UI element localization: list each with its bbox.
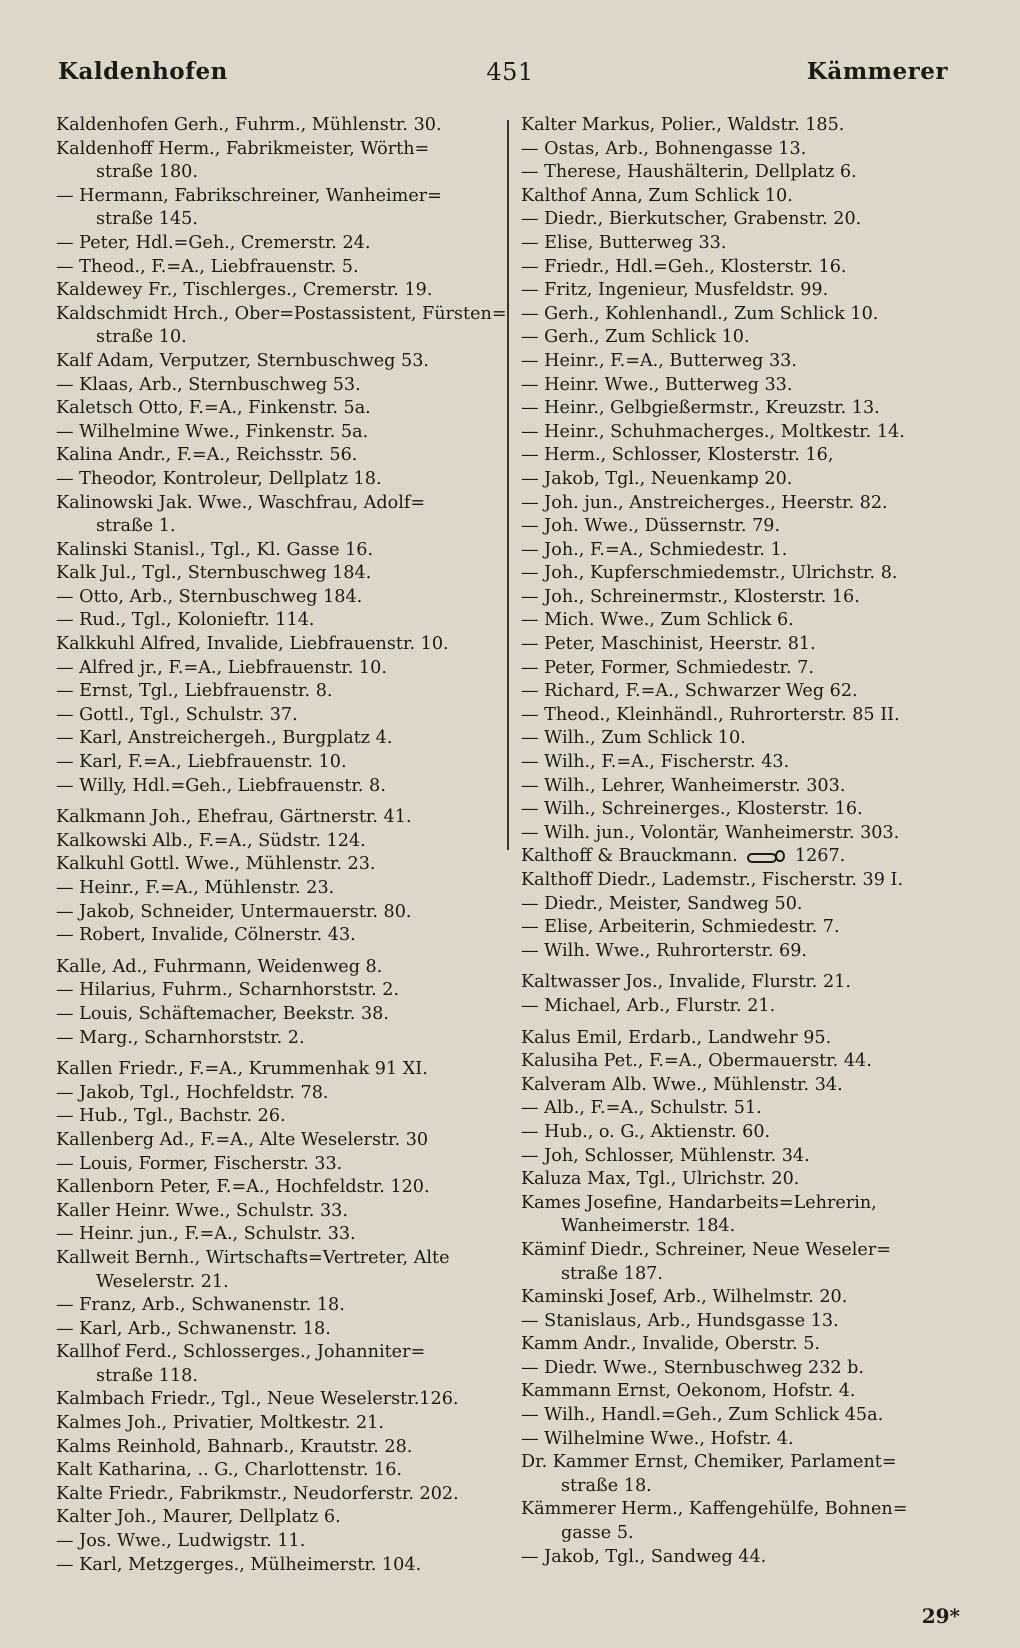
directory-entry-line: — Gerh., Kohlenhandl., Zum Schlick 10. <box>521 303 879 324</box>
directory-entry-line: Kallweit Bernh., Wirtschafts=Vertreter, Alte <box>56 1247 450 1268</box>
directory-entry-line: — Michael, Arb., Flurstr. 21. <box>521 995 776 1016</box>
telephone-icon <box>747 850 785 862</box>
directory-entry-line: — Hermann, Fabrikschreiner, Wanheimer= <box>56 185 442 206</box>
directory-entry-line: Kaller Heinr. Wwe., Schulstr. 33. <box>56 1200 348 1221</box>
directory-entry-line: Kalms Reinhold, Bahnarb., Krautstr. 28. <box>56 1436 413 1457</box>
directory-entry-line: — Richard, F.=A., Schwarzer Weg 62. <box>521 681 858 702</box>
directory-entry-line: — Louis, Schäftemacher, Beekstr. 38. <box>56 1003 389 1024</box>
directory-entry-line: Wanheimerstr. 184. <box>561 1216 736 1237</box>
directory-entry-line: — Diedr., Meister, Sandweg 50. <box>521 893 803 914</box>
directory-entry-line: — Herm., Schlosser, Klosterstr. 16, <box>521 445 834 466</box>
directory-entry-line: Kalter Markus, Polier., Waldstr. 185. <box>521 115 845 135</box>
directory-entry-line: straße 187. <box>561 1263 663 1284</box>
directory-entry-line: — Robert, Invalide, Cölnerstr. 43. <box>56 925 356 946</box>
directory-entry-line: — Mich. Wwe., Zum Schlick 6. <box>521 610 794 631</box>
directory-entry-line: — Stanislaus, Arb., Hundsgasse 13. <box>521 1310 839 1331</box>
directory-entry-line: — Jakob, Tgl., Sandweg 44. <box>521 1546 767 1567</box>
directory-entry-line: — Otto, Arb., Sternbuschweg 184. <box>56 586 363 607</box>
directory-entry-line: Kalkuhl Gottl. Wwe., Mühlenstr. 23. <box>56 854 376 875</box>
directory-entry-line: — Diedr. Wwe., Sternbuschweg 232 b. <box>521 1357 865 1378</box>
directory-entry-line: — Friedr., Hdl.=Geh., Klosterstr. 16. <box>521 256 847 277</box>
directory-entry-line: straße 145. <box>96 209 198 230</box>
directory-entry-line: Kaldenhoff Herm., Fabrikmeister, Wörth= <box>56 138 430 159</box>
directory-entry-line: — Jakob, Tgl., Hochfeldstr. 78. <box>56 1082 329 1103</box>
directory-entry-line: — Theod., Kleinhändl., Ruhrorterstr. 85 II. <box>521 704 900 725</box>
directory-entry-line: Kallenberg Ad., F.=A., Alte Weselerstr. 30 <box>56 1129 429 1150</box>
directory-entry-line: — Jakob, Schneider, Untermauerstr. 80. <box>56 901 412 922</box>
directory-entry-line: — Wilh., Zum Schlick 10. <box>521 728 746 749</box>
directory-entry-line: Kaletsch Otto, F.=A., Finkenstr. 5a. <box>56 398 371 419</box>
directory-entry-line: — Wilh. jun., Volontär, Wanheimerstr. 303. <box>521 822 900 843</box>
directory-entry-line: — Heinr. jun., F.=A., Schulstr. 33. <box>56 1224 356 1245</box>
directory-entry-line: — Diedr., Bierkutscher, Grabenstr. 20. <box>521 209 862 230</box>
right-column <box>521 114 963 1569</box>
page-header <box>48 58 972 98</box>
directory-entry-line: — Louis, Former, Fischerstr. 33. <box>56 1153 343 1174</box>
directory-entry-line: — Theodor, Kontroleur, Dellplatz 18. <box>56 468 382 489</box>
directory-entry-line: Dr. Kammer Ernst, Chemiker, Parlament= <box>521 1452 897 1473</box>
directory-entry-line: — Theod., F.=A., Liebfrauenstr. 5. <box>56 256 359 277</box>
directory-entry-line: — Wilh., Handl.=Geh., Zum Schlick 45a. <box>521 1405 884 1426</box>
directory-entry-line: — Willy, Hdl.=Geh., Liebfrauenstr. 8. <box>56 775 386 796</box>
directory-entry-line: Weselerstr. 21. <box>96 1271 229 1292</box>
directory-entry-line: — Fritz, Ingenieur, Musfeldstr. 99. <box>521 280 829 301</box>
directory-entry-line: straße 10. <box>96 327 187 348</box>
directory-entry-line: — Heinr., Gelbgießermstr., Kreuzstr. 13. <box>521 398 880 419</box>
directory-entry-line: — Peter, Hdl.=Geh., Cremerstr. 24. <box>56 232 371 253</box>
directory-entry-line: — Joh. jun., Anstreicherges., Heerstr. 82. <box>521 492 888 513</box>
directory-entry-line: — Hub., Tgl., Bachstr. 26. <box>56 1106 286 1127</box>
directory-entry-line: Kalte Friedr., Fabrikmstr., Neudorferstr. 202. <box>56 1483 459 1504</box>
directory-entry-line: — Franz, Arb., Schwanenstr. 18. <box>56 1295 345 1316</box>
directory-entry-line: — Peter, Maschinist, Heerstr. 81. <box>521 634 816 655</box>
directory-entry-line: Kalthoff Diedr., Lademstr., Fischerstr. 39 I. <box>521 870 904 890</box>
directory-entry-line: — Wilh., F.=A., Fischerstr. 43. <box>521 752 790 773</box>
directory-entry-line: — Karl, Arb., Schwanenstr. 18. <box>56 1318 331 1339</box>
directory-entry-line: — Peter, Former, Schmiedestr. 7. <box>521 657 814 678</box>
header-left-keyword: Kaldenhofen <box>58 58 228 85</box>
directory-entry-line: straße 1. <box>96 516 176 537</box>
directory-entry-line: — Jos. Wwe., Ludwigstr. 11. <box>56 1531 306 1552</box>
left-column <box>56 114 507 1577</box>
right-column-entries-b <box>521 869 963 1569</box>
directory-entry-line: — Therese, Haushälterin, Dellplatz 6. <box>521 162 857 183</box>
directory-entry-line: Kalveram Alb. Wwe., Mühlenstr. 34. <box>521 1074 843 1095</box>
directory-entry-line: — Wilh., Lehrer, Wanheimerstr. 303. <box>521 775 846 796</box>
directory-entry-line: Kaminski Josef, Arb., Wilhelmstr. 20. <box>521 1287 848 1308</box>
directory-entry-line: Kalter Joh., Maurer, Dellplatz 6. <box>56 1507 341 1528</box>
directory-entry-line: — Wilh., Schreinerges., Klosterstr. 16. <box>521 799 863 820</box>
directory-entry-line: Kalina Andr., F.=A., Reichsstr. 56. <box>56 445 358 466</box>
directory-entry-line: — Elise, Arbeiterin, Schmiedestr. 7. <box>521 917 840 938</box>
directory-entry-line: — Alfred jr., F.=A., Liebfrauenstr. 10. <box>56 657 387 678</box>
directory-entry-line: — Hub., o. G., Aktienstr. 60. <box>521 1121 771 1142</box>
directory-entry-line: — Joh. Wwe., Düssernstr. 79. <box>521 516 781 537</box>
entry-gap <box>521 1019 963 1027</box>
directory-entry-line: — Wilh. Wwe., Ruhrorterstr. 69. <box>521 940 808 961</box>
directory-entry-line: Kaltwasser Jos., Invalide, Flurstr. 21. <box>521 972 851 993</box>
directory-entry-line: Kaldewey Fr., Tischlerges., Cremerstr. 19. <box>56 280 433 301</box>
entry-gap <box>56 1050 496 1058</box>
directory-entry-line: Kalus Emil, Erdarb., Landwehr 95. <box>521 1027 832 1048</box>
directory-entry-line: — Joh., F.=A., Schmiedestr. 1. <box>521 539 788 560</box>
phone-entry <box>521 845 963 869</box>
directory-entry-line: Kalk Jul., Tgl., Sternbuschweg 184. <box>56 563 372 584</box>
entry-gap <box>56 798 496 806</box>
directory-entry-line: Kalle, Ad., Fuhrmann, Weidenweg 8. <box>56 956 383 977</box>
entry-gap <box>521 963 963 971</box>
header-right-keyword: Kämmerer <box>806 58 948 85</box>
directory-entry-line: Kalf Adam, Verputzer, Sternbuschweg 53. <box>56 350 429 371</box>
directory-entry-line: Käminf Diedr., Schreiner, Neue Weseler= <box>521 1239 891 1260</box>
phone-entry-number: 1267. <box>794 846 846 867</box>
directory-entry-line: Kallen Friedr., F.=A., Krummenhak 91 XI. <box>56 1059 428 1080</box>
directory-entry-line: Kalkowski Alb., F.=A., Südstr. 124. <box>56 830 366 851</box>
directory-entry-line: Kalinowski Jak. Wwe., Waschfrau, Adolf= <box>56 492 426 513</box>
phone-entry-name: Kalthoff & Brauckmann. <box>521 846 738 867</box>
directory-entry-line: — Ernst, Tgl., Liebfrauenstr. 8. <box>56 681 333 702</box>
directory-entry-line: — Alb., F.=A., Schulstr. 51. <box>521 1098 762 1119</box>
page-number: 451 <box>486 58 534 86</box>
directory-entry-line: Kalkkuhl Alfred, Invalide, Liebfrauenstr. 10. <box>56 634 449 655</box>
directory-entry-line: Kaldenhofen Gerh., Fuhrm., Mühlenstr. 30. <box>56 115 442 135</box>
directory-entry-line: — Heinr. Wwe., Butterweg 33. <box>521 374 793 395</box>
directory-entry-line: Kalmes Joh., Privatier, Moltkestr. 21. <box>56 1413 384 1434</box>
directory-entry-line: Kalinski Stanisl., Tgl., Kl. Gasse 16. <box>56 539 374 560</box>
directory-entry-line: Kallenborn Peter, F.=A., Hochfeldstr. 120. <box>56 1177 430 1198</box>
directory-entry-line: straße 180. <box>96 162 198 183</box>
directory-entry-line: Kaldschmidt Hrch., Ober=Postassistent, Fürsten= <box>56 303 507 324</box>
directory-entry-line: — Heinr., Schuhmacherges., Moltkestr. 14. <box>521 421 905 442</box>
directory-entry-line: Kames Josefine, Handarbeits=Lehrerin, <box>521 1192 877 1213</box>
directory-entry-line: — Gottl., Tgl., Schulstr. 37. <box>56 704 298 725</box>
directory-entry-line: — Ostas, Arb., Bohnengasse 13. <box>521 138 807 159</box>
entry-gap <box>56 948 496 956</box>
directory-entry-line: Kämmerer Herm., Kaffengehülfe, Bohnen= <box>521 1499 908 1520</box>
directory-entry-line: straße 18. <box>561 1475 652 1496</box>
directory-entry-line: — Joh., Kupferschmiedemstr., Ulrichstr. 8. <box>521 563 898 584</box>
directory-entry-line: — Joh, Schlosser, Mühlenstr. 34. <box>521 1145 810 1166</box>
directory-entry-line: — Gerh., Zum Schlick 10. <box>521 327 750 348</box>
directory-entry-line: Kalusiha Pet., F.=A., Obermauerstr. 44. <box>521 1051 872 1072</box>
directory-entry-line: Kallhof Ferd., Schlosserges., Johanniter= <box>56 1342 426 1363</box>
directory-entry-line: — Klaas, Arb., Sternbuschweg 53. <box>56 374 361 395</box>
directory-entry-line: Kammann Ernst, Oekonom, Hofstr. 4. <box>521 1381 856 1402</box>
directory-entry-line: gasse 5. <box>561 1523 634 1544</box>
directory-entry-line: — Elise, Butterweg 33. <box>521 232 727 253</box>
directory-entry-line: Kalt Katharina, .. G., Charlottenstr. 16. <box>56 1460 403 1481</box>
directory-entry-line: Kaluza Max, Tgl., Ulrichstr. 20. <box>521 1169 800 1190</box>
directory-entry-line: — Karl, F.=A., Liebfrauenstr. 10. <box>56 752 347 773</box>
directory-entry-line: straße 118. <box>96 1365 198 1386</box>
sheet-signature: 29* <box>921 1604 960 1628</box>
directory-entry-line: — Heinr., F.=A., Butterweg 33. <box>521 350 797 371</box>
directory-entry-line: — Heinr., F.=A., Mühlenstr. 23. <box>56 878 335 898</box>
directory-entry-line: — Marg., Scharnhorststr. 2. <box>56 1027 305 1048</box>
directory-entry-line: — Karl, Anstreichergeh., Burgplatz 4. <box>56 728 393 749</box>
directory-entry-line: — Wilhelmine Wwe., Finkenstr. 5a. <box>56 421 369 442</box>
directory-entry-line: — Hilarius, Fuhrm., Scharnhorststr. 2. <box>56 980 400 1001</box>
column-divider <box>507 120 509 850</box>
directory-entry-line: — Karl, Metzgerges., Mülheimerstr. 104. <box>56 1554 422 1575</box>
directory-entry-line: Kalmbach Friedr., Tgl., Neue Weselerstr.126. <box>56 1389 459 1410</box>
directory-entry-line: Kalkmann Joh., Ehefrau, Gärtnerstr. 41. <box>56 807 412 828</box>
directory-entry-line: Kalthof Anna, Zum Schlick 10. <box>521 185 793 206</box>
right-column-entries-a <box>521 114 963 845</box>
directory-entry-line: — Jakob, Tgl., Neuenkamp 20. <box>521 468 793 489</box>
directory-entry-line: — Joh., Schreinermstr., Klosterstr. 16. <box>521 586 860 607</box>
directory-entry-line: Kamm Andr., Invalide, Oberstr. 5. <box>521 1334 821 1355</box>
directory-entry-line: — Wilhelmine Wwe., Hofstr. 4. <box>521 1428 794 1449</box>
directory-entry-line: — Rud., Tgl., Kolonieftr. 114. <box>56 610 315 631</box>
